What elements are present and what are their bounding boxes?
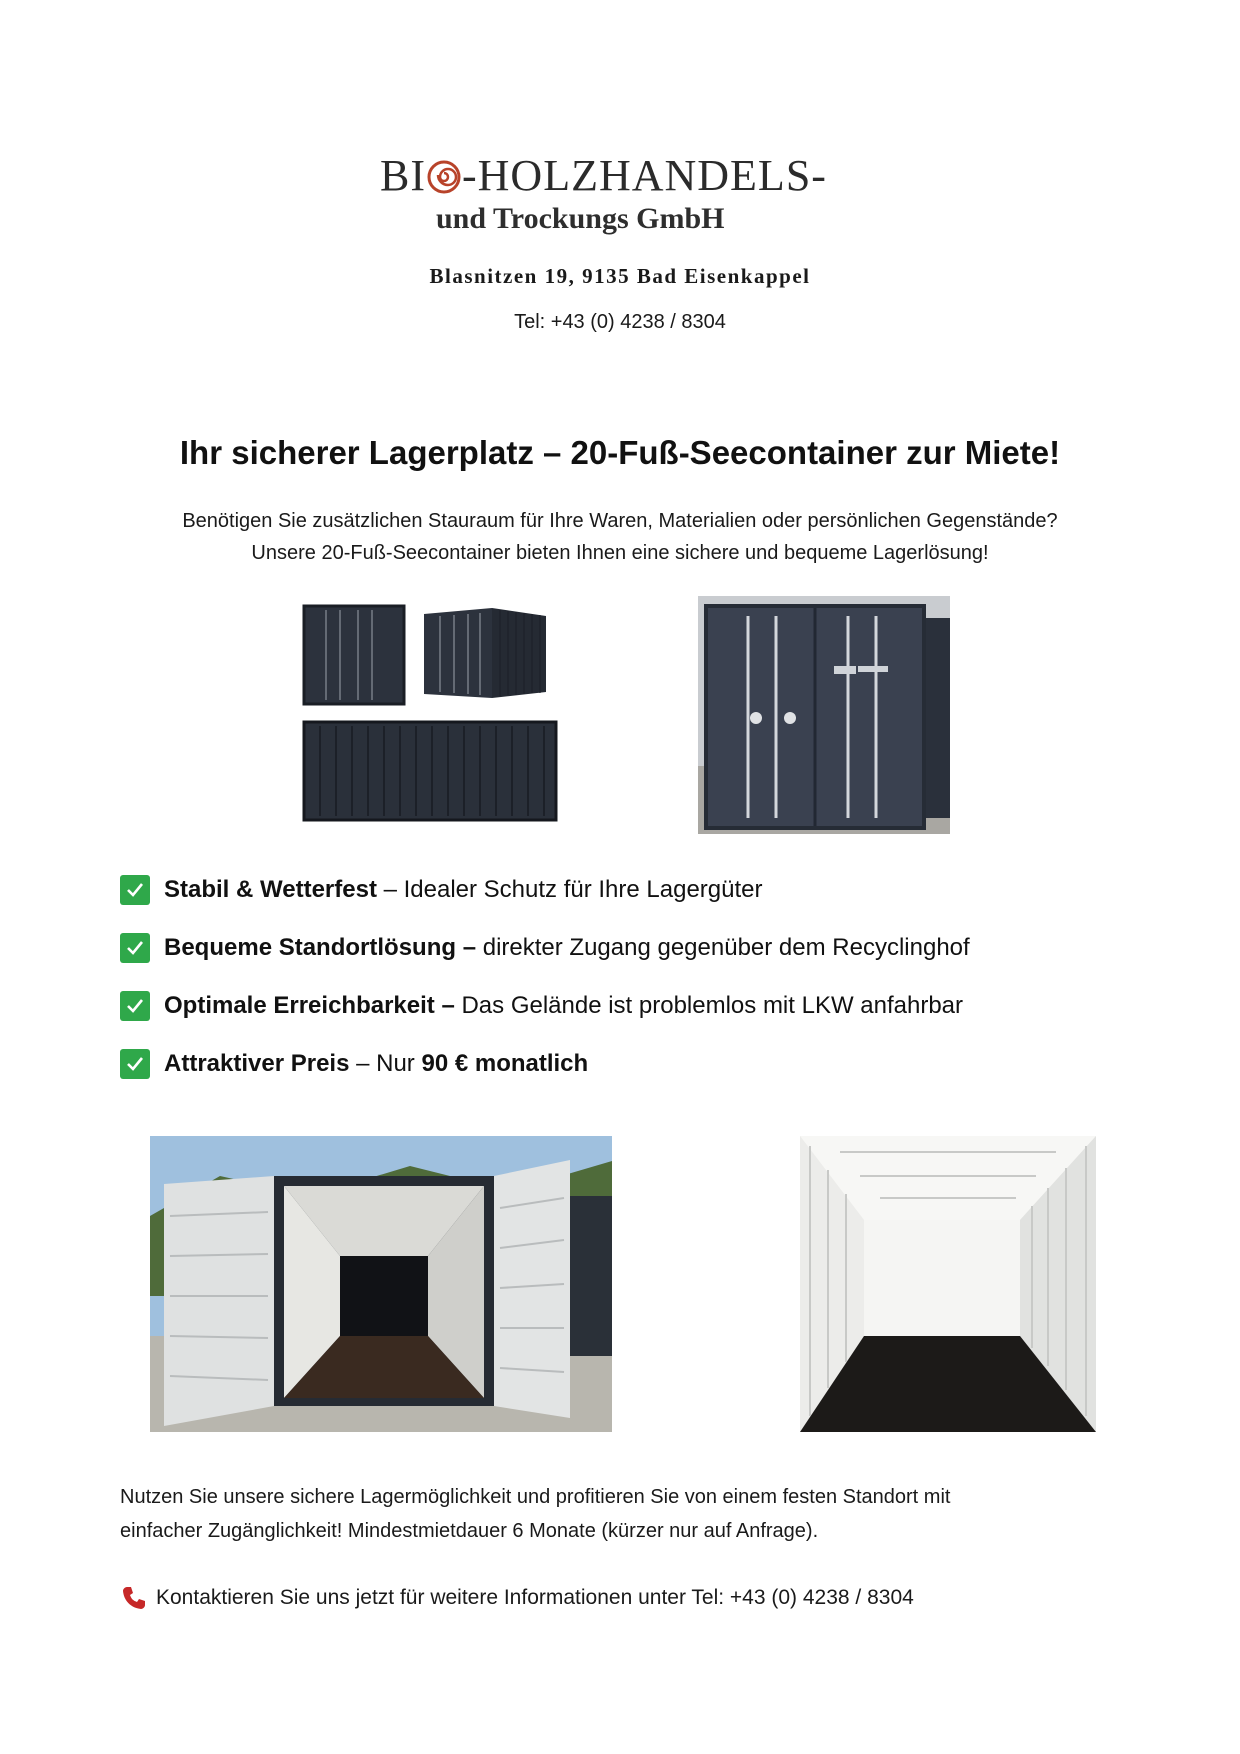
open-container-photo (150, 1136, 612, 1432)
check-icon (120, 875, 150, 905)
feature-item-4 (120, 1046, 588, 1082)
logo-line1 (380, 150, 827, 201)
feature-4-bold: Attraktiver Preis (164, 1050, 350, 1077)
feature-item-3 (120, 988, 963, 1024)
outro-text (120, 1480, 1120, 1548)
logo-swirl-icon (427, 160, 461, 194)
page-title: Ihr sicherer Lagerplatz – 20-Fuß-Seecontainer zur Miete! (179, 434, 1061, 471)
container-views-image (296, 596, 566, 826)
logo-line2: und Trockungs GmbH (436, 202, 725, 235)
feature-2-text: direkter Zugang gegenüber dem Recyclinghof (476, 934, 970, 961)
feature-item-1 (120, 872, 763, 908)
feature-4-text: – Nur (349, 1050, 422, 1077)
contact-text: Kontaktieren Sie uns jetzt für weitere Informationen unter Tel: +43 (0) 4238 / 8304 (156, 1586, 914, 1609)
feature-1-bold: Stabil & Wetterfest (164, 876, 377, 903)
container-doors-photo (698, 596, 950, 834)
check-icon (120, 933, 150, 963)
outro-line-2: einfacher Zugänglichkeit! Mindestmietdauer 6 Monate (kürzer nur auf Anfrage). (120, 1520, 819, 1542)
check-icon (120, 1049, 150, 1079)
feature-item-2 (120, 930, 970, 966)
feature-4-price: 90 € monatlich (421, 1050, 589, 1077)
phone-icon (120, 1584, 148, 1612)
intro-line-1: Benötigen Sie zusätzlichen Stauraum für Ihre Waren, Materialien oder persönlichen Gegenstände? (182, 510, 1058, 532)
intro-text (0, 505, 1240, 569)
feature-3-text: Das Gelände ist problemlos mit LKW anfahrbar (454, 992, 964, 1019)
company-phone: Tel: +43 (0) 4238 / 8304 (514, 311, 726, 333)
check-icon (120, 991, 150, 1021)
logo-text-a: BI (380, 151, 426, 200)
company-logo (380, 150, 880, 245)
intro-line-2: Unsere 20-Fuß-Seecontainer bieten Ihnen eine sichere und bequeme Lagerlösung! (251, 542, 989, 564)
logo-text-b: -HOLZHANDELS- (462, 151, 827, 200)
company-address: Blasnitzen 19, 9135 Bad Eisenkappel (429, 264, 811, 288)
feature-1-text: – Idealer Schutz für Ihre Lagergüter (376, 876, 763, 903)
feature-2-bold: Bequeme Standortlösung – (164, 934, 477, 961)
feature-3-bold: Optimale Erreichbarkeit – (164, 992, 455, 1019)
contact-line (120, 1584, 914, 1612)
outro-line-1: Nutzen Sie unsere sichere Lagermöglichkeit und profitieren Sie von einem festen Standort mit (120, 1486, 951, 1508)
container-interior-photo (800, 1136, 1096, 1432)
